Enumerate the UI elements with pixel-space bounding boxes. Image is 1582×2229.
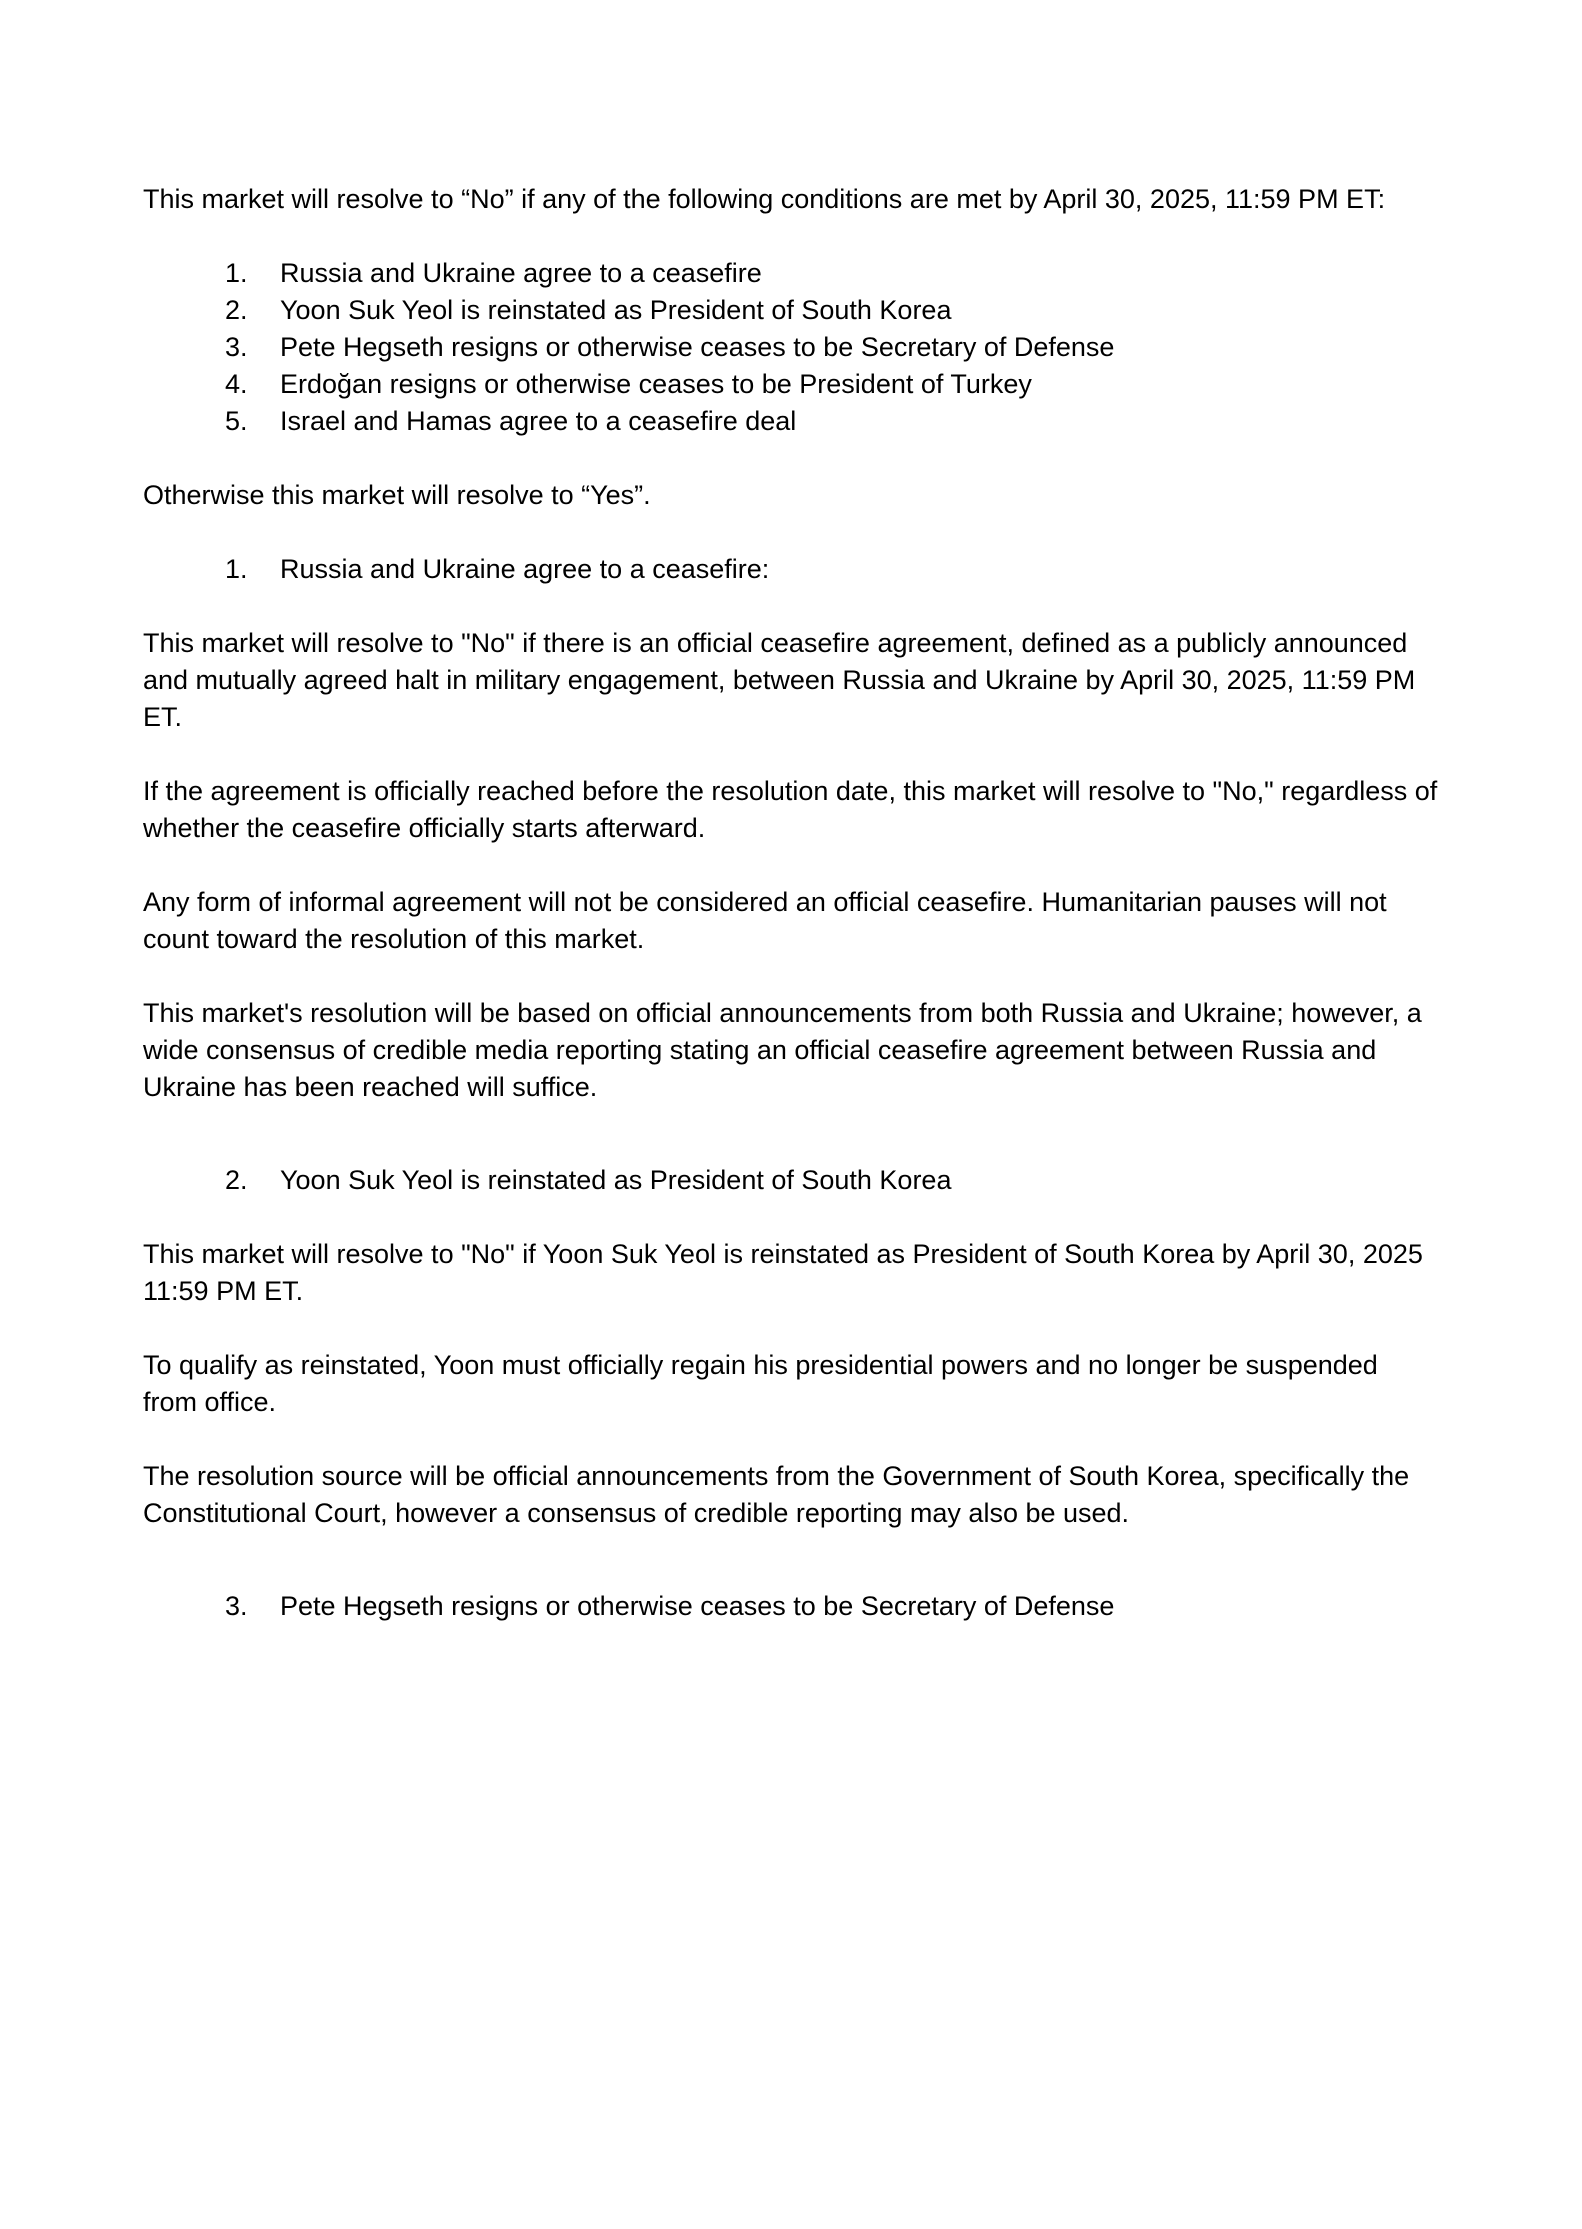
section-paragraph: To qualify as reinstated, Yoon must officially regain his presidential powers and no longer be suspended from office. (143, 1350, 1378, 1417)
list-item-number: 1. (225, 258, 248, 288)
list-item-number: 4. (225, 369, 248, 399)
section-heading-3 (143, 1588, 1439, 1625)
section-number: 1. (225, 554, 248, 584)
section-paragraph: Any form of informal agreement will not be considered an official ceasefire. Humanitarian pauses will not count toward the resolution of this market. (143, 887, 1387, 954)
list-item-number: 5. (225, 406, 248, 436)
list-item-text: Erdoğan resigns or otherwise ceases to be President of Turkey (280, 369, 1032, 399)
section-number: 3. (225, 1591, 248, 1621)
intro-paragraph: This market will resolve to “No” if any of the following conditions are met by April 30, 2025, 11:59 PM ET: (143, 184, 1386, 214)
list-item (143, 292, 1439, 329)
section-heading-text: Pete Hegseth resigns or otherwise ceases to be Secretary of Defense (280, 1591, 1115, 1621)
section-heading-2 (143, 1162, 1439, 1199)
document-page (143, 181, 1439, 1625)
list-item-text: Russia and Ukraine agree to a ceasefire (280, 258, 762, 288)
list-item-text: Israel and Hamas agree to a ceasefire deal (280, 406, 797, 436)
section-paragraph: This market will resolve to "No" if there is an official ceasefire agreement, defined as a publicly announced and mutually agreed halt in military engagement, between Russia and Ukraine by April 30, 2025, 11:59 PM ET. (143, 628, 1416, 732)
otherwise-paragraph: Otherwise this market will resolve to “Yes”. (143, 480, 651, 510)
section-heading-text: Yoon Suk Yeol is reinstated as President of South Korea (280, 1165, 952, 1195)
list-item (143, 255, 1439, 292)
section-heading-text: Russia and Ukraine agree to a ceasefire: (280, 554, 770, 584)
section-paragraph: This market will resolve to "No" if Yoon Suk Yeol is reinstated as President of South Korea by April 30, 2025 11:59 PM ET. (143, 1239, 1423, 1306)
list-item-number: 2. (225, 295, 248, 325)
list-item (143, 329, 1439, 366)
list-item-number: 3. (225, 332, 248, 362)
list-item-text: Yoon Suk Yeol is reinstated as President of South Korea (280, 295, 952, 325)
section-number: 2. (225, 1165, 248, 1195)
list-item (143, 366, 1439, 403)
section-paragraph: The resolution source will be official announcements from the Government of South Korea, specifically the Constitutional Court, however a consensus of credible reporting may also be used. (143, 1461, 1410, 1528)
list-item (143, 403, 1439, 440)
section-paragraph: If the agreement is officially reached before the resolution date, this market will resolve to "No," regardless of whether the ceasefire officially starts afterward. (143, 776, 1438, 843)
section-paragraph: This market's resolution will be based on official announcements from both Russia and Ukraine; however, a wide consensus of credible media reporting stating an official ceasefire agreement between Russia and Ukraine has been reached will suffice. (143, 998, 1422, 1102)
conditions-list (143, 255, 1439, 440)
section-heading-1 (143, 551, 1439, 588)
list-item-text: Pete Hegseth resigns or otherwise ceases to be Secretary of Defense (280, 332, 1115, 362)
